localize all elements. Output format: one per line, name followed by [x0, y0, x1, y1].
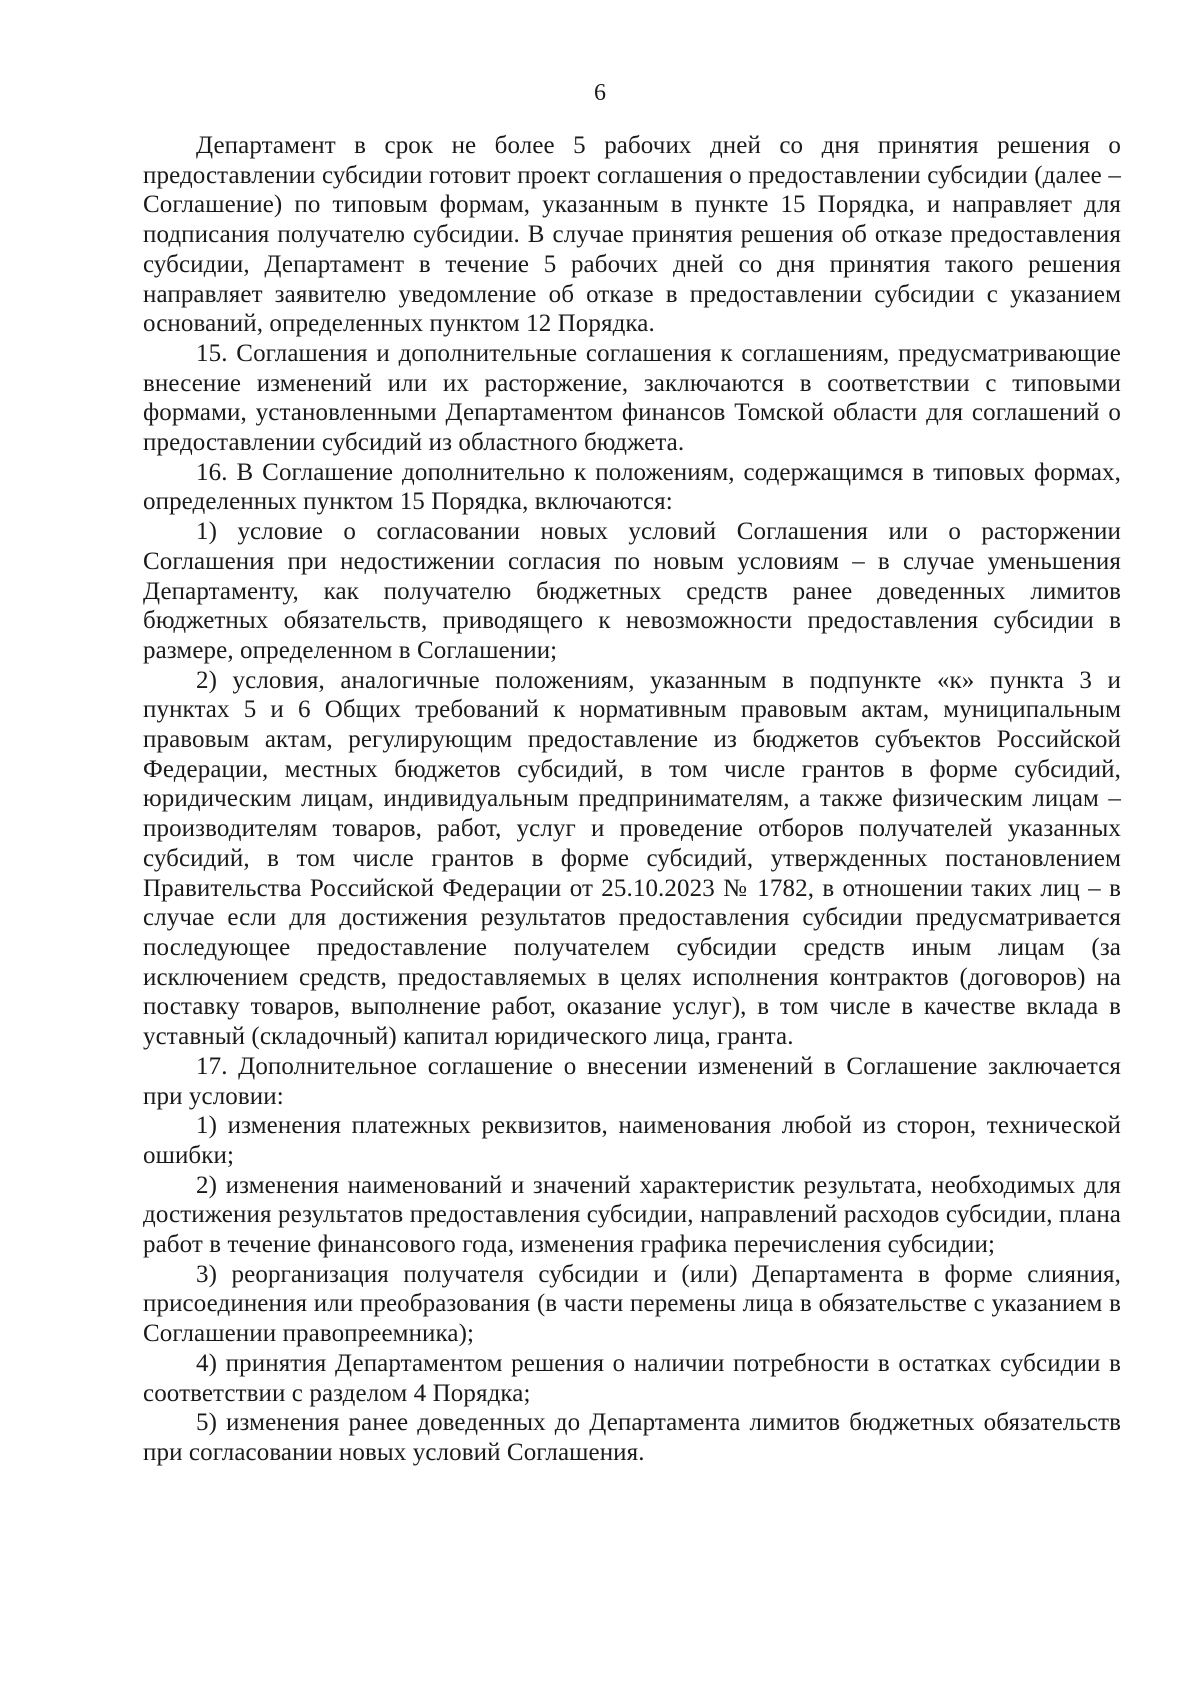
paragraph-item-17-4: 4) принятия Департаментом решения о наличии потребности в остатках субсидии в соответствии с разделом 4 Порядка;	[143, 1349, 1121, 1407]
paragraph-item-16-1: 1) условие о согласовании новых условий Соглашения или о расторжении Соглашения при недостижении согласия по новым условиям – в случае уменьшения Департаменту, как получателю бюджетных средств ранее доведенных лимитов бюджетных обязательств, приводящего к невозможности предоставления субсидии в размере, определенном в Соглашении;	[143, 518, 1121, 664]
paragraph-item-17-1: 1) изменения платежных реквизитов, наименования любой из сторон, технической ошибки;	[143, 1112, 1121, 1169]
paragraph-item-17-5: 5) изменения ранее доведенных до Департамента лимитов бюджетных обязательств при согласовании новых условий Соглашения.	[143, 1409, 1121, 1466]
paragraph-item-17: 17. Дополнительное соглашение о внесении изменений в Соглашение заключается при условии:	[143, 1052, 1121, 1110]
paragraph-item-15: 15. Соглашения и дополнительные соглашения к соглашениям, предусматривающие внесение изменений или их расторжение, заключаются в соответствии с типовыми формами, установленными Департаментом финансов Томской области для соглашений о предоставлении субсидий из областного бюджета.	[143, 339, 1121, 457]
paragraph-item-16-2: 2) условия, аналогичные положениям, указанным в подпункте «к» пункта 3 и пунктах 5 и 6 Общих требований к нормативным правовым актам, муниципальным правовым актам, регулирующим предоставление из бюджетов субъектов Российской Федерации, местных бюджетов субсидий, в том числе грантов в форме субсидий, юридическим лицам, индивидуальным предпринимателям, а также физическим лицам – производителям товаров, работ, услуг и проведение отборов получателей указанных субсидий, в том числе грантов в форме субсидий, утвержденных постановлением Правительства Российской Федерации от 25.10.2023 № 1782, в отношении таких лиц – в случае если для достижения результатов предоставления субсидии предусматривается последующее предоставление получателем субсидии средств иным лицам (за исключением средств, предоставляемых в целях исполнения контрактов (договоров) на поставку товаров, выполнение работ, оказание услуг), в том числе в качестве вклада в уставный (складочный) капитал юридического лица, гранта.	[143, 666, 1121, 1051]
paragraph-decision-notice: Департамент в срок не более 5 рабочих дней со дня принятия решения о предоставлении субсидии готовит проект соглашения о предоставлении субсидии (далее – Соглашение) по типовым формам, указанным в пункте 15 Порядка, и направляет для подписания получателю субсидии. В случае принятия решения об отказе предоставления субсидии, Департамент в течение 5 рабочих дней со дня принятия такого решения направляет заявителю уведомление об отказе в предоставлении субсидии с указанием оснований, определенных пунктом 12 Порядка.	[143, 132, 1121, 338]
paragraph-item-17-3: 3) реорганизация получателя субсидии и (или) Департамента в форме слияния, присоединения или преобразования (в части перемены лица в обязательстве с указанием в Соглашении правопреемника);	[143, 1260, 1121, 1348]
paragraph-item-16: 16. В Соглашение дополнительно к положениям, содержащимся в типовых формах, определенных пунктом 15 Порядка, включаются:	[143, 458, 1121, 516]
document-body	[143, 131, 1121, 1468]
paragraph-item-17-2: 2) изменения наименований и значений характеристик результата, необходимых для достижения результатов предоставления субсидии, направлений расходов субсидии, плана работ в течение финансового года, изменения графика перечисления субсидии;	[143, 1171, 1121, 1259]
page-number: 6	[594, 80, 606, 106]
